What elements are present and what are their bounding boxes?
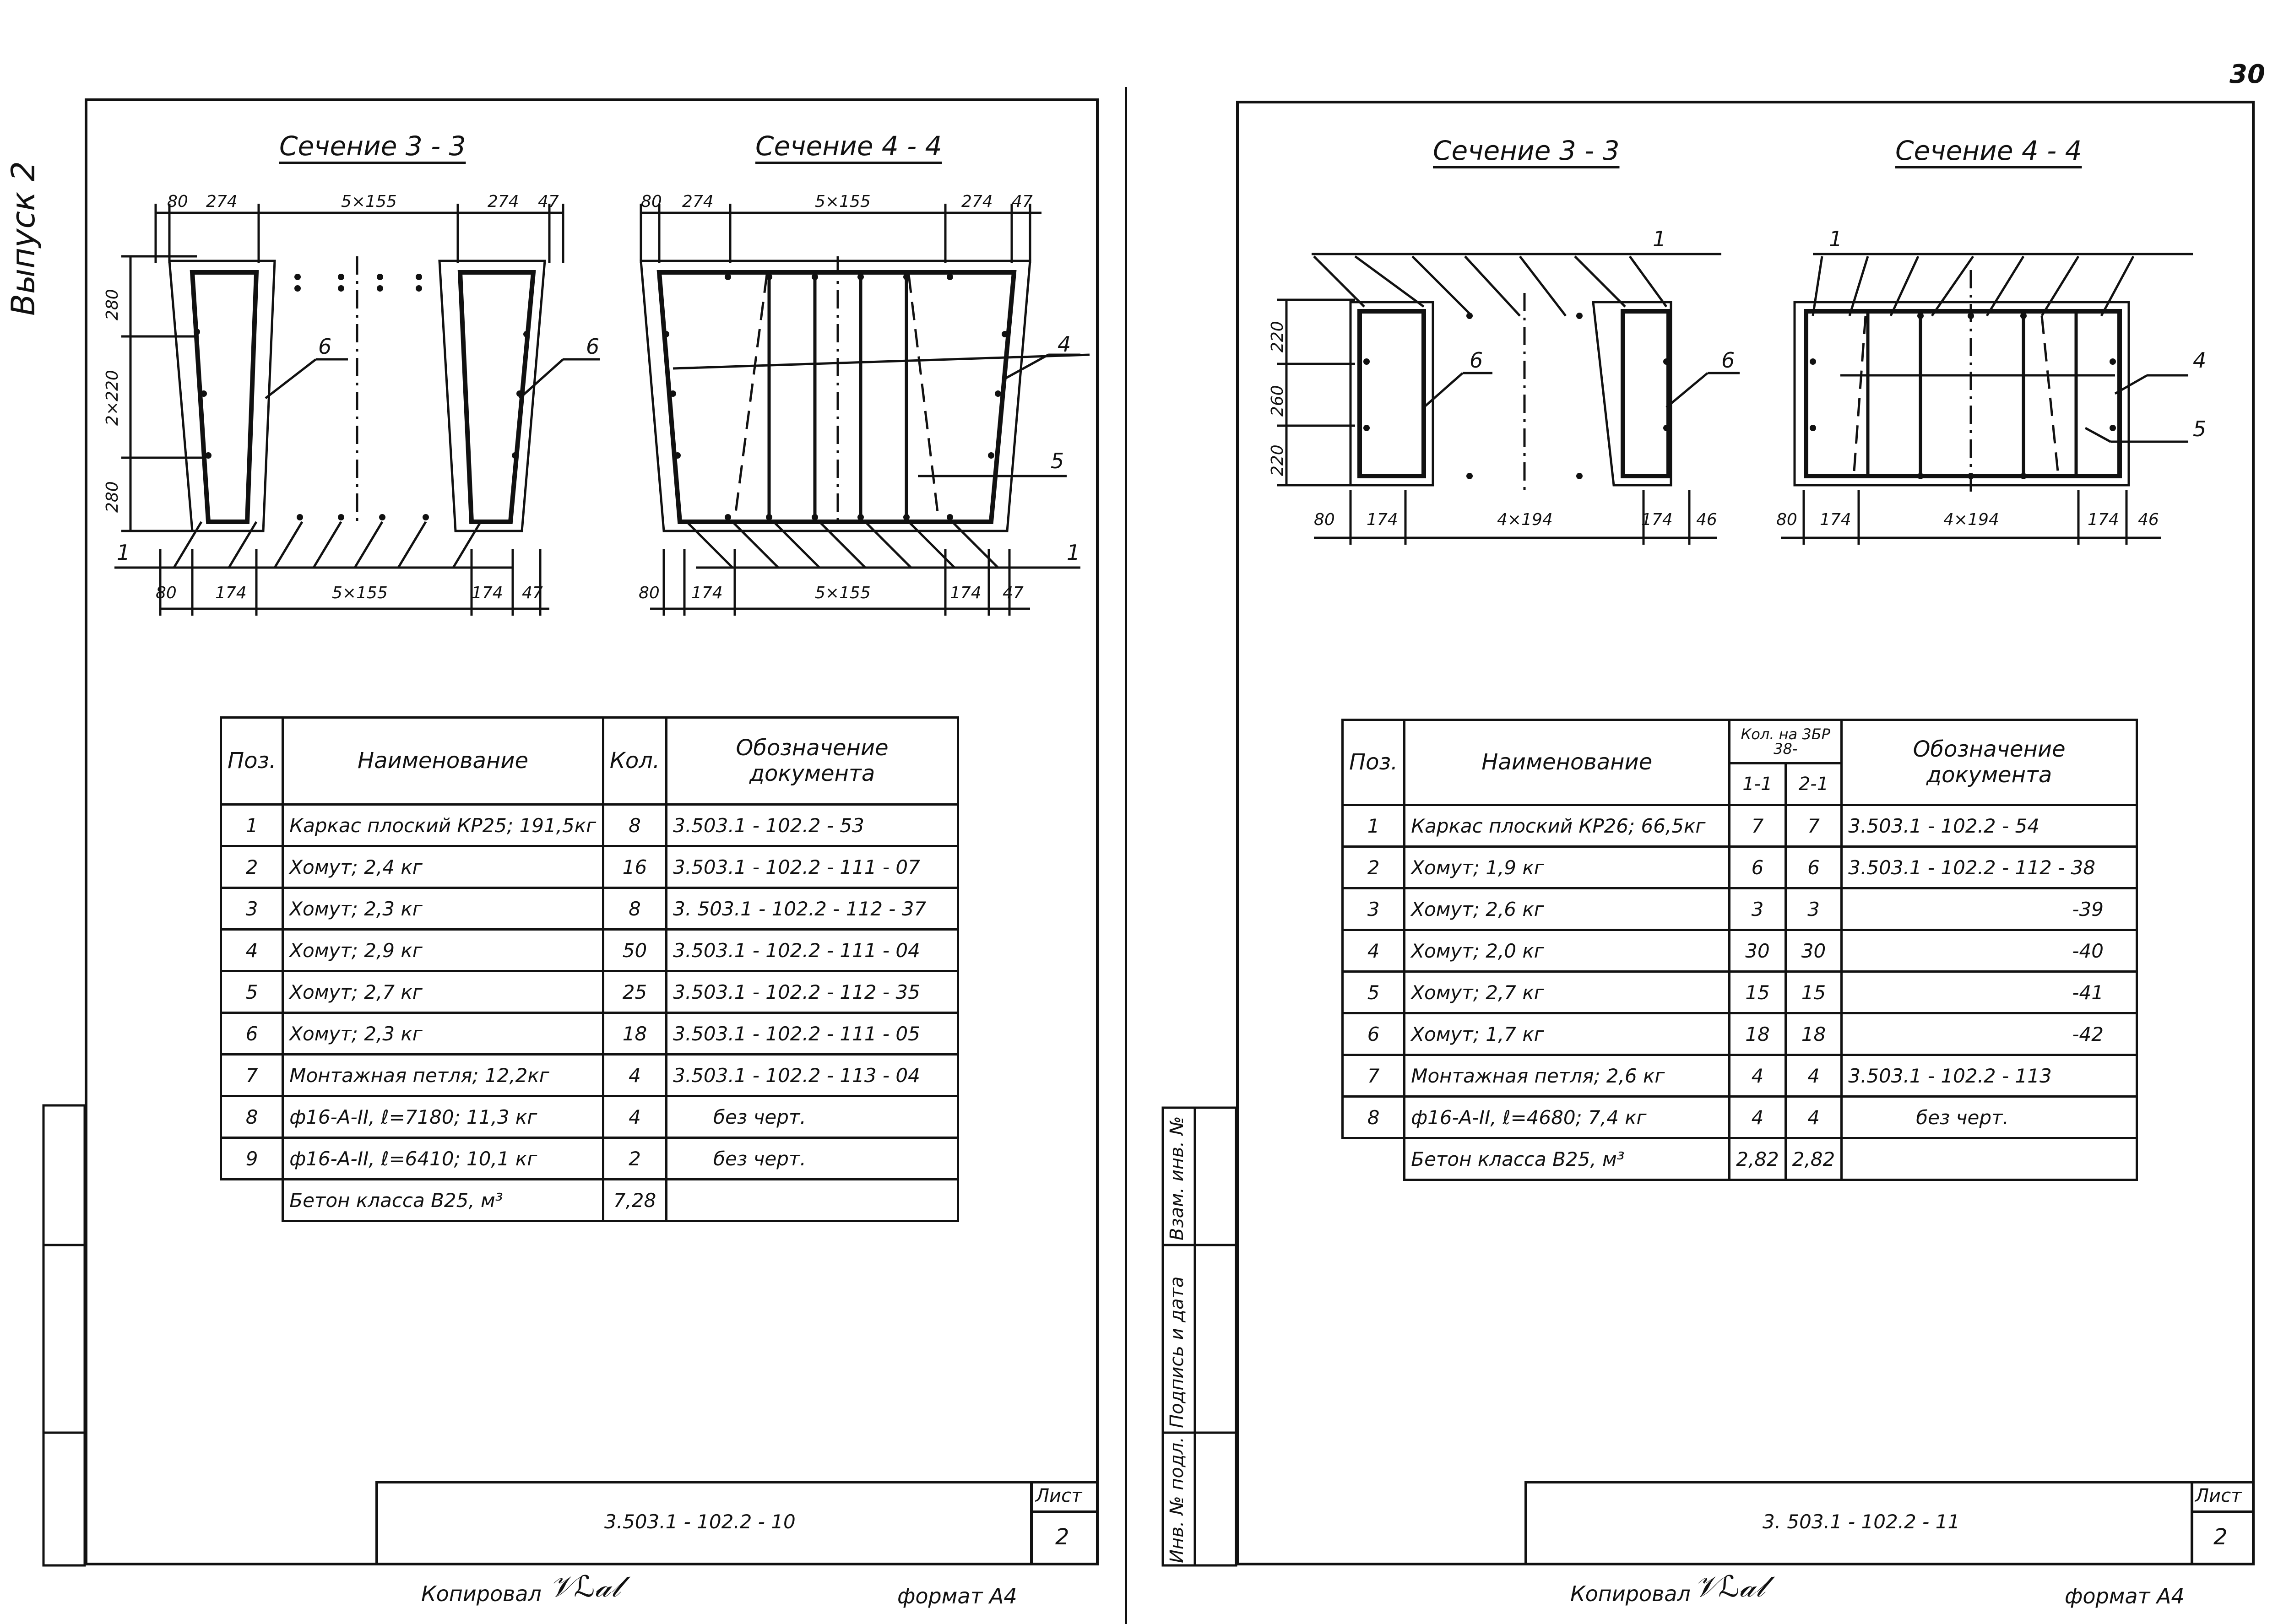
- dim: 80: [1314, 510, 1335, 529]
- cell: 2,82: [1785, 1138, 1842, 1180]
- callout: 6: [1470, 348, 1483, 373]
- table-row: [221, 846, 958, 888]
- right-spec-table: [1341, 719, 2138, 1181]
- left-sheet-number: 2: [1055, 1524, 1069, 1550]
- cell: -40: [1842, 930, 2137, 972]
- dim: 5×155: [815, 192, 871, 211]
- cell: 3.503.1 - 102.2 - 111 - 04: [667, 930, 958, 971]
- right-stamp-code: 3. 503.1 - 102.2 - 11: [1763, 1510, 1960, 1533]
- cell: Хомут; 2,9 кг: [283, 930, 603, 971]
- callout: 1: [1067, 540, 1080, 565]
- table-row: [1343, 847, 2137, 888]
- left-sheet-divider: [1030, 1510, 1099, 1513]
- header-doc: Обозначение документа: [1842, 720, 2137, 805]
- cell: 18: [603, 1013, 666, 1055]
- left-sheet-label: Лист: [1036, 1485, 1082, 1506]
- cell: ф16-А-II, ℓ=6410; 10,1 кг: [283, 1138, 603, 1180]
- table-row: [221, 888, 958, 930]
- dim: 46: [2138, 510, 2159, 529]
- cell: 6: [1343, 1013, 1405, 1055]
- header-pos: Поз.: [1343, 720, 1405, 805]
- dim: 280: [103, 289, 122, 320]
- cell: 3.503.1 - 102.2 - 113: [1842, 1055, 2137, 1097]
- table-row: [221, 1013, 958, 1055]
- table-row: [1343, 1013, 2137, 1055]
- cell: Монтажная петля; 12,2кг: [283, 1055, 603, 1096]
- dim: 174: [1367, 510, 1398, 529]
- cell: Хомут; 2,6 кг: [1405, 888, 1730, 930]
- left-stamp-code: 3.503.1 - 102.2 - 10: [604, 1510, 796, 1533]
- header-qty-1: 1-1: [1730, 763, 1786, 805]
- cell: 3: [1730, 888, 1786, 930]
- cell: 4: [1730, 1097, 1786, 1138]
- cell: 18: [1730, 1013, 1786, 1055]
- cell: без черт.: [1842, 1097, 2137, 1138]
- right-section-a-title: Сечение 3 - 3: [1433, 135, 1620, 166]
- side-label-replace: Взам. инв. №: [1166, 1116, 1188, 1240]
- cell: Бетон класса В25, м³: [283, 1180, 603, 1221]
- cell: Хомут; 2,4 кг: [283, 846, 603, 888]
- cell: 3.503.1 - 102.2 - 111 - 05: [667, 1013, 958, 1055]
- dim: 80: [1776, 510, 1797, 529]
- dim: 174: [691, 584, 723, 602]
- header-name: Наименование: [283, 718, 603, 805]
- header-qty-2: 2-1: [1785, 763, 1842, 805]
- callout: 1: [1653, 227, 1666, 251]
- dim: 80: [167, 192, 188, 211]
- left-section-a-title: Сечение 3 - 3: [279, 130, 466, 162]
- cell: 1: [221, 805, 283, 846]
- dim: 47: [538, 192, 559, 211]
- cell: ф16-А-II, ℓ=7180; 11,3 кг: [283, 1096, 603, 1138]
- callout: 5: [1051, 449, 1064, 473]
- dim: 80: [641, 192, 662, 211]
- cell: 2: [603, 1138, 666, 1180]
- dim: 274: [488, 192, 519, 211]
- cell: Хомут; 2,3 кг: [283, 1013, 603, 1055]
- cell: 16: [603, 846, 666, 888]
- dim: 80: [639, 584, 660, 602]
- dim: 47: [1003, 584, 1024, 602]
- table-row: [1343, 888, 2137, 930]
- table-total-row: [1343, 1138, 2137, 1180]
- right-copied-label: Копировал: [1570, 1581, 1691, 1606]
- cell: 3.503.1 - 102.2 - 113 - 04: [667, 1055, 958, 1096]
- left-format-label: формат А4: [897, 1584, 1017, 1608]
- dim: 5×155: [815, 584, 871, 602]
- cell: Хомут; 2,7 кг: [283, 971, 603, 1013]
- right-copied-signature: 𝒱ℒ𝒶𝓁: [1694, 1570, 1765, 1604]
- series-mark: Выпуск 2: [5, 161, 42, 316]
- cell: 3: [221, 888, 283, 930]
- callout: 1: [1829, 227, 1843, 251]
- dim: 80: [156, 584, 177, 602]
- dim: 47: [522, 584, 543, 602]
- cell: Каркас плоский КР26; 66,5кг: [1405, 805, 1730, 847]
- cell: -42: [1842, 1013, 2137, 1055]
- cell: Хомут; 1,9 кг: [1405, 847, 1730, 888]
- left-copied-label: Копировал: [421, 1581, 542, 1606]
- cell: 15: [1785, 972, 1842, 1013]
- cell: 2: [221, 846, 283, 888]
- table-row: [221, 1055, 958, 1096]
- cell: 30: [1785, 930, 1842, 972]
- dim: 274: [206, 192, 238, 211]
- cell: Бетон класса В25, м³: [1405, 1138, 1730, 1180]
- dim: 4×194: [1943, 510, 1999, 529]
- callout: 6: [318, 334, 332, 359]
- dim: 220: [1268, 444, 1287, 476]
- dim: 274: [682, 192, 714, 211]
- table-total-row: [221, 1180, 958, 1221]
- cell: 4: [221, 930, 283, 971]
- left-copied-signature: 𝒱ℒ𝒶𝓁: [549, 1570, 621, 1604]
- dim: 174: [1641, 510, 1673, 529]
- cell: 30: [1730, 930, 1786, 972]
- dim: 46: [1696, 510, 1717, 529]
- cell: 2,82: [1730, 1138, 1786, 1180]
- cell: Монтажная петля; 2,6 кг: [1405, 1055, 1730, 1097]
- cell: без черт.: [667, 1138, 958, 1180]
- cell: 4: [603, 1055, 666, 1096]
- cell: 3.503.1 - 102.2 - 112 - 35: [667, 971, 958, 1013]
- cell: 25: [603, 971, 666, 1013]
- cell: 2: [1343, 847, 1405, 888]
- table-row: [221, 1096, 958, 1138]
- cell: 7: [1343, 1055, 1405, 1097]
- cell: 6: [1730, 847, 1786, 888]
- cell: Хомут; 1,7 кг: [1405, 1013, 1730, 1055]
- cell: 50: [603, 930, 666, 971]
- dim: 4×194: [1497, 510, 1553, 529]
- cell: [667, 1180, 958, 1221]
- cell: 8: [1343, 1097, 1405, 1138]
- cell: 3: [1785, 888, 1842, 930]
- table-row: [221, 971, 958, 1013]
- cell: Каркас плоский КР25; 191,5кг: [283, 805, 603, 846]
- cell: без черт.: [667, 1096, 958, 1138]
- cell: 7: [221, 1055, 283, 1096]
- callout: 4: [1058, 332, 1071, 357]
- right-sheet-divider: [2191, 1510, 2255, 1513]
- table-row: [1343, 930, 2137, 972]
- cell: 7: [1785, 805, 1842, 847]
- callout: 4: [2193, 348, 2207, 373]
- cell: -41: [1842, 972, 2137, 1013]
- cell: 6: [1785, 847, 1842, 888]
- cell: 3.503.1 - 102.2 - 53: [667, 805, 958, 846]
- cell: Хомут; 2,7 кг: [1405, 972, 1730, 1013]
- cell: 8: [603, 888, 666, 930]
- cell: 4: [603, 1096, 666, 1138]
- callout: 6: [1721, 348, 1735, 373]
- callout: 5: [2193, 417, 2207, 441]
- cell: 5: [221, 971, 283, 1013]
- cell: 4: [1343, 930, 1405, 972]
- side-label-inv: Инв. № подл.: [1166, 1437, 1188, 1563]
- table-row: [1343, 972, 2137, 1013]
- side-label-sign: Подпись и дата: [1166, 1276, 1188, 1428]
- cell: 3.503.1 - 102.2 - 112 - 38: [1842, 847, 2137, 888]
- callout: 1: [117, 540, 130, 565]
- cell: 4: [1730, 1055, 1786, 1097]
- cell: 8: [603, 805, 666, 846]
- table-row: [1343, 1097, 2137, 1138]
- cell: 4: [1785, 1055, 1842, 1097]
- dim: 47: [1012, 192, 1033, 211]
- header-qty: Кол.: [603, 718, 666, 805]
- cell: 3.503.1 - 102.2 - 111 - 07: [667, 846, 958, 888]
- right-format-label: формат А4: [2065, 1584, 2185, 1608]
- dim: 274: [961, 192, 993, 211]
- left-section-b-title: Сечение 4 - 4: [755, 130, 942, 162]
- header-name: Наименование: [1405, 720, 1730, 805]
- dim: 260: [1268, 385, 1287, 417]
- dim: 2×220: [103, 370, 122, 426]
- cell: 1: [1343, 805, 1405, 847]
- cell: 15: [1730, 972, 1786, 1013]
- header-doc: Обозначение документа: [667, 718, 958, 805]
- cell: 5: [1343, 972, 1405, 1013]
- cell: 7,28: [603, 1180, 666, 1221]
- dim: 220: [1268, 321, 1287, 352]
- cell: 6: [221, 1013, 283, 1055]
- table-row: [221, 1138, 958, 1180]
- cell: 3.503.1 - 102.2 - 54: [1842, 805, 2137, 847]
- right-sheet-label: Лист: [2195, 1485, 2242, 1506]
- cell: 3. 503.1 - 102.2 - 112 - 37: [667, 888, 958, 930]
- cell: [1842, 1138, 2137, 1180]
- callout: 6: [586, 334, 600, 359]
- right-sheet-number: 2: [2213, 1524, 2228, 1550]
- cell: 4: [1785, 1097, 1842, 1138]
- dim: 5×155: [341, 192, 397, 211]
- page-number: 30: [2229, 60, 2265, 89]
- right-section-b-title: Сечение 4 - 4: [1895, 135, 2082, 166]
- cell: 7: [1730, 805, 1786, 847]
- cell: -39: [1842, 888, 2137, 930]
- cell: ф16-А-II, ℓ=4680; 7,4 кг: [1405, 1097, 1730, 1138]
- table-row: [1343, 1055, 2137, 1097]
- header-pos: Поз.: [221, 718, 283, 805]
- dim: 280: [103, 481, 122, 513]
- dim: 5×155: [332, 584, 388, 602]
- cell: 18: [1785, 1013, 1842, 1055]
- dim: 174: [2088, 510, 2119, 529]
- cell: Хомут; 2,0 кг: [1405, 930, 1730, 972]
- header-qty-group: Кол. на 3БР 38-: [1730, 720, 1842, 763]
- table-row: [221, 805, 958, 846]
- table-row: [221, 930, 958, 971]
- cell: 8: [221, 1096, 283, 1138]
- dim: 174: [215, 584, 247, 602]
- dim: 174: [950, 584, 982, 602]
- left-spec-table: [220, 716, 959, 1222]
- cell: Хомут; 2,3 кг: [283, 888, 603, 930]
- cell: 9: [221, 1138, 283, 1180]
- cell: 3: [1343, 888, 1405, 930]
- dim: 174: [1820, 510, 1851, 529]
- table-row: [1343, 805, 2137, 847]
- dim: 174: [472, 584, 503, 602]
